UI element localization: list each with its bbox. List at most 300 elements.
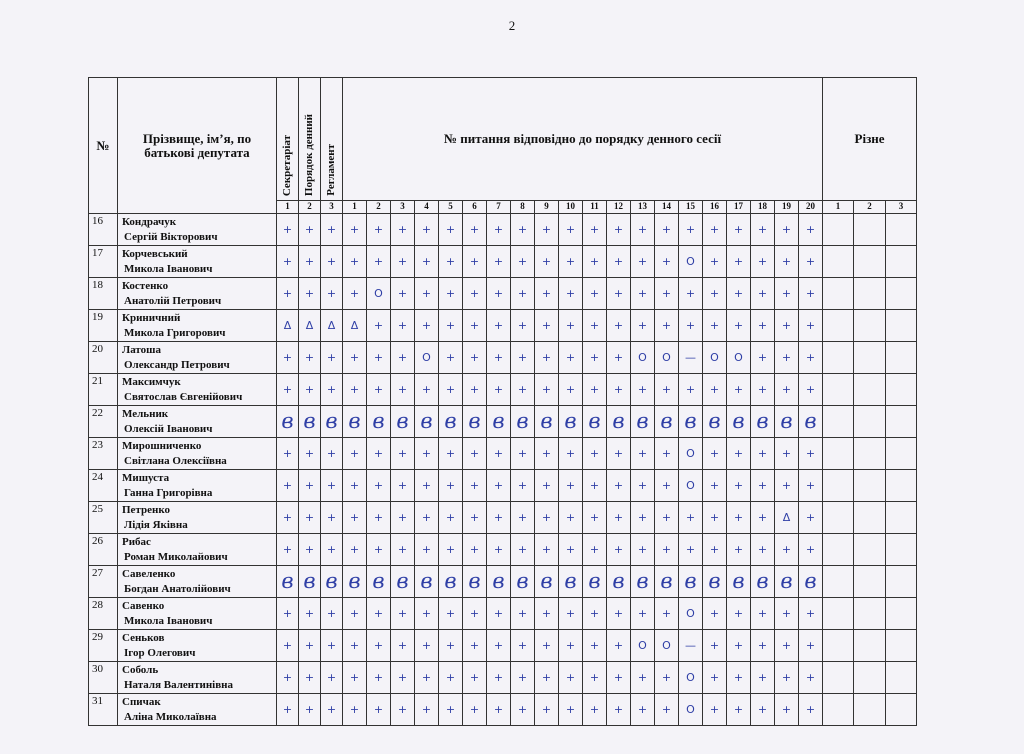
item-index: 17 xyxy=(727,201,751,214)
row-number: 21 xyxy=(89,374,118,406)
deputy-surname: Рибас xyxy=(122,536,151,548)
vote-mark: + xyxy=(321,534,343,566)
vote-mark: + xyxy=(511,374,535,406)
vote-mark: в xyxy=(751,566,775,598)
vote-mark: + xyxy=(391,214,415,246)
vote-mark: + xyxy=(321,630,343,662)
vote-mark: + xyxy=(367,630,391,662)
vote-mark: + xyxy=(343,534,367,566)
vote-mark: + xyxy=(799,374,823,406)
vote-mark: в xyxy=(439,406,463,438)
vote-mark: в xyxy=(631,406,655,438)
deputy-given-names: Микола Іванович xyxy=(124,263,213,275)
vote-mark: + xyxy=(439,502,463,534)
deputy-row xyxy=(89,566,917,598)
deputy-given-names: Микола Григорович xyxy=(124,327,226,339)
vote-mark: + xyxy=(511,342,535,374)
vote-mark: + xyxy=(415,374,439,406)
row-number: 18 xyxy=(89,278,118,310)
vote-mark: + xyxy=(277,470,299,502)
misc-cell xyxy=(823,662,854,694)
deputy-name xyxy=(118,374,277,406)
misc-cell xyxy=(886,566,917,598)
vote-mark: + xyxy=(343,598,367,630)
vote-mark: + xyxy=(299,630,321,662)
vote-mark: + xyxy=(655,246,679,278)
vote-mark: O xyxy=(631,630,655,662)
vote-mark: + xyxy=(703,694,727,726)
vote-mark: + xyxy=(727,246,751,278)
vote-mark: + xyxy=(655,310,679,342)
vote-mark: O xyxy=(679,246,703,278)
vote-mark: в xyxy=(679,406,703,438)
vote-mark: O xyxy=(415,342,439,374)
vote-mark: + xyxy=(463,630,487,662)
misc-cell xyxy=(886,342,917,374)
vote-mark: + xyxy=(727,662,751,694)
misc-cell xyxy=(886,374,917,406)
vote-mark: O xyxy=(655,630,679,662)
misc-cell xyxy=(886,662,917,694)
vote-mark: + xyxy=(703,278,727,310)
vote-mark: + xyxy=(703,214,727,246)
vote-mark: + xyxy=(343,374,367,406)
vote-mark: + xyxy=(277,502,299,534)
vote-mark: + xyxy=(343,246,367,278)
vote-mark: + xyxy=(367,470,391,502)
vote-mark: в xyxy=(511,566,535,598)
vote-mark: + xyxy=(299,470,321,502)
vote-mark: в xyxy=(655,406,679,438)
vote-mark: + xyxy=(463,246,487,278)
vote-mark: + xyxy=(391,374,415,406)
vote-mark: + xyxy=(415,534,439,566)
vote-mark: + xyxy=(391,694,415,726)
pre-index: 1 xyxy=(277,201,299,214)
vote-mark: + xyxy=(391,598,415,630)
row-number: 31 xyxy=(89,694,118,726)
vote-mark: + xyxy=(367,310,391,342)
misc-cell xyxy=(823,278,854,310)
vote-mark: + xyxy=(775,598,799,630)
vote-mark: + xyxy=(463,214,487,246)
vote-mark: — xyxy=(679,630,703,662)
deputy-name xyxy=(118,662,277,694)
vote-mark: + xyxy=(367,374,391,406)
vote-mark: + xyxy=(535,438,559,470)
vote-mark: O xyxy=(679,694,703,726)
misc-cell xyxy=(823,470,854,502)
vote-mark: + xyxy=(727,470,751,502)
vote-mark: + xyxy=(775,214,799,246)
misc-cell xyxy=(886,214,917,246)
vote-mark: + xyxy=(583,246,607,278)
vote-mark: + xyxy=(607,214,631,246)
vote-mark: в xyxy=(607,566,631,598)
vote-mark: + xyxy=(535,278,559,310)
vote-mark: + xyxy=(583,630,607,662)
deputy-given-names: Олексій Іванович xyxy=(124,423,213,435)
vote-mark: в xyxy=(367,406,391,438)
vote-mark: в xyxy=(415,566,439,598)
vote-mark: + xyxy=(679,502,703,534)
row-number: 23 xyxy=(89,438,118,470)
vote-mark: в xyxy=(655,566,679,598)
vote-mark: + xyxy=(583,470,607,502)
vote-mark: + xyxy=(631,662,655,694)
vote-mark: + xyxy=(487,694,511,726)
vote-mark: + xyxy=(299,502,321,534)
vote-mark: + xyxy=(607,374,631,406)
vote-mark: Δ xyxy=(775,502,799,534)
vote-mark: + xyxy=(751,630,775,662)
vote-mark: + xyxy=(607,502,631,534)
vote-mark: в xyxy=(391,406,415,438)
deputy-name xyxy=(118,630,277,662)
vote-mark: + xyxy=(463,534,487,566)
vote-mark: + xyxy=(391,438,415,470)
deputy-given-names: Ігор Олегович xyxy=(124,647,196,659)
vote-mark: + xyxy=(727,502,751,534)
vote-mark: + xyxy=(703,534,727,566)
vote-mark: + xyxy=(559,598,583,630)
deputy-name xyxy=(118,246,277,278)
vote-mark: + xyxy=(463,694,487,726)
vote-mark: + xyxy=(607,438,631,470)
vote-mark: + xyxy=(391,342,415,374)
misc-cell xyxy=(854,566,886,598)
row-number: 27 xyxy=(89,566,118,598)
vote-mark: + xyxy=(463,278,487,310)
misc-cell xyxy=(823,502,854,534)
vote-mark: + xyxy=(321,246,343,278)
misc-cell xyxy=(886,406,917,438)
vote-mark: в xyxy=(703,406,727,438)
vote-mark: + xyxy=(439,470,463,502)
vote-mark: + xyxy=(559,246,583,278)
deputy-name xyxy=(118,438,277,470)
vote-mark: + xyxy=(535,470,559,502)
misc-cell xyxy=(886,470,917,502)
vote-mark: + xyxy=(487,438,511,470)
deputy-surname: Савеленко xyxy=(122,568,176,580)
misc-cell xyxy=(823,694,854,726)
vote-mark: в xyxy=(559,406,583,438)
vote-mark: + xyxy=(511,214,535,246)
misc-cell xyxy=(854,598,886,630)
misc-cell xyxy=(886,694,917,726)
misc-cell xyxy=(854,214,886,246)
misc-cell xyxy=(854,662,886,694)
deputy-row xyxy=(89,502,917,534)
item-index: 14 xyxy=(655,201,679,214)
vote-mark: + xyxy=(535,502,559,534)
vote-mark: + xyxy=(607,470,631,502)
vote-mark: + xyxy=(487,374,511,406)
vote-mark: + xyxy=(607,534,631,566)
misc-cell xyxy=(854,342,886,374)
misc-cell xyxy=(854,406,886,438)
misc-cell xyxy=(823,406,854,438)
vote-mark: + xyxy=(679,310,703,342)
row-number: 17 xyxy=(89,246,118,278)
vote-mark: + xyxy=(751,214,775,246)
vote-mark: в xyxy=(583,566,607,598)
vote-mark: в xyxy=(439,566,463,598)
vote-mark: + xyxy=(799,310,823,342)
vote-mark: + xyxy=(607,246,631,278)
vote-mark: + xyxy=(631,278,655,310)
vote-mark: O xyxy=(703,342,727,374)
deputy-surname: Мишуста xyxy=(122,472,170,484)
deputy-row xyxy=(89,310,917,342)
item-index: 19 xyxy=(775,201,799,214)
misc-cell xyxy=(854,278,886,310)
vote-mark: + xyxy=(367,662,391,694)
vote-mark: в xyxy=(321,566,343,598)
deputy-surname: Соболь xyxy=(122,664,159,676)
misc-index: 2 xyxy=(854,201,886,214)
vote-mark: + xyxy=(511,470,535,502)
vote-mark: + xyxy=(511,534,535,566)
vote-mark: + xyxy=(367,598,391,630)
vote-mark: + xyxy=(299,246,321,278)
vote-mark: в xyxy=(321,406,343,438)
vote-mark: + xyxy=(463,598,487,630)
vote-mark: + xyxy=(415,278,439,310)
vote-mark: + xyxy=(559,470,583,502)
vote-mark: + xyxy=(631,534,655,566)
vote-mark: + xyxy=(631,246,655,278)
vote-mark: в xyxy=(487,406,511,438)
vote-table xyxy=(88,77,917,726)
pre-index: 2 xyxy=(299,201,321,214)
deputy-row xyxy=(89,246,917,278)
vote-mark: + xyxy=(415,214,439,246)
vote-mark: + xyxy=(559,214,583,246)
vote-mark: в xyxy=(463,566,487,598)
item-index: 7 xyxy=(487,201,511,214)
vote-mark: + xyxy=(607,694,631,726)
vote-mark: + xyxy=(415,438,439,470)
vote-mark: + xyxy=(439,310,463,342)
vote-mark: + xyxy=(607,342,631,374)
vote-mark: + xyxy=(703,662,727,694)
vote-mark: + xyxy=(439,630,463,662)
vote-mark: + xyxy=(463,310,487,342)
deputy-row xyxy=(89,470,917,502)
row-number: 22 xyxy=(89,406,118,438)
vote-mark: + xyxy=(487,342,511,374)
item-index: 20 xyxy=(799,201,823,214)
vote-mark: + xyxy=(727,310,751,342)
page-number: 2 xyxy=(508,18,516,33)
vote-mark: + xyxy=(511,662,535,694)
vote-mark: O xyxy=(655,342,679,374)
vote-mark: в xyxy=(415,406,439,438)
deputy-surname: Криничний xyxy=(122,312,181,324)
vote-mark: + xyxy=(751,534,775,566)
vote-mark: + xyxy=(727,278,751,310)
deputy-surname: Петренко xyxy=(122,504,171,516)
item-index: 11 xyxy=(583,201,607,214)
deputy-given-names: Микола Іванович xyxy=(124,615,213,627)
row-number: 19 xyxy=(89,310,118,342)
vote-mark: O xyxy=(679,662,703,694)
vote-mark: в xyxy=(775,566,799,598)
vote-mark: + xyxy=(343,470,367,502)
row-number: 29 xyxy=(89,630,118,662)
vote-mark: + xyxy=(343,278,367,310)
vote-mark: + xyxy=(703,374,727,406)
vote-mark: + xyxy=(511,694,535,726)
vote-mark: + xyxy=(415,598,439,630)
vote-mark: + xyxy=(277,598,299,630)
vote-mark: в xyxy=(277,406,299,438)
vote-mark: + xyxy=(391,534,415,566)
vote-mark: + xyxy=(799,246,823,278)
deputy-row xyxy=(89,694,917,726)
header-secretariat: Секретаріат xyxy=(277,78,299,201)
vote-mark: + xyxy=(655,278,679,310)
vote-mark: + xyxy=(727,214,751,246)
vote-mark: + xyxy=(799,438,823,470)
deputy-given-names: Наталя Валентинівна xyxy=(124,679,234,691)
vote-mark: + xyxy=(487,470,511,502)
vote-mark: + xyxy=(535,694,559,726)
row-number: 26 xyxy=(89,534,118,566)
vote-mark: + xyxy=(511,502,535,534)
item-index: 6 xyxy=(463,201,487,214)
vote-mark: + xyxy=(511,598,535,630)
misc-cell xyxy=(886,438,917,470)
item-index: 5 xyxy=(439,201,463,214)
vote-mark: в xyxy=(535,406,559,438)
vote-mark: + xyxy=(463,502,487,534)
vote-mark: + xyxy=(487,662,511,694)
vote-mark: + xyxy=(367,214,391,246)
vote-mark: + xyxy=(367,342,391,374)
vote-mark: + xyxy=(511,246,535,278)
vote-mark: + xyxy=(487,534,511,566)
vote-mark: + xyxy=(439,694,463,726)
deputy-row xyxy=(89,534,917,566)
vote-mark: + xyxy=(583,310,607,342)
vote-mark: в xyxy=(367,566,391,598)
vote-mark: + xyxy=(631,438,655,470)
vote-mark: + xyxy=(277,278,299,310)
vote-mark: + xyxy=(751,310,775,342)
vote-mark: в xyxy=(343,566,367,598)
deputy-row xyxy=(89,662,917,694)
header-deputy-name: Прізвище, ім’я, по батькові депутата xyxy=(118,78,277,214)
vote-mark: + xyxy=(277,438,299,470)
misc-cell xyxy=(886,630,917,662)
vote-mark: + xyxy=(703,438,727,470)
vote-mark: + xyxy=(775,342,799,374)
misc-cell xyxy=(823,438,854,470)
vote-mark: + xyxy=(703,502,727,534)
vote-mark: в xyxy=(727,406,751,438)
item-index: 4 xyxy=(415,201,439,214)
misc-index: 1 xyxy=(823,201,854,214)
vote-mark: + xyxy=(321,374,343,406)
misc-cell xyxy=(854,470,886,502)
misc-cell xyxy=(823,214,854,246)
misc-cell xyxy=(886,278,917,310)
vote-mark: + xyxy=(751,374,775,406)
vote-mark: + xyxy=(321,694,343,726)
vote-mark: + xyxy=(751,438,775,470)
vote-mark: + xyxy=(727,374,751,406)
vote-mark: Δ xyxy=(321,310,343,342)
vote-mark: + xyxy=(751,470,775,502)
deputy-given-names: Богдан Анатолійович xyxy=(124,583,231,595)
vote-mark: + xyxy=(655,662,679,694)
vote-mark: + xyxy=(367,438,391,470)
header-agenda: Порядок денний xyxy=(299,78,321,201)
misc-cell xyxy=(823,374,854,406)
vote-mark: + xyxy=(799,662,823,694)
vote-mark: + xyxy=(607,310,631,342)
vote-mark: + xyxy=(751,246,775,278)
vote-mark: + xyxy=(775,310,799,342)
vote-mark: + xyxy=(559,278,583,310)
vote-mark: в xyxy=(391,566,415,598)
vote-mark: O xyxy=(679,438,703,470)
misc-cell xyxy=(854,310,886,342)
deputy-surname: Корчевський xyxy=(122,248,188,260)
vote-mark: + xyxy=(799,214,823,246)
vote-mark: + xyxy=(367,534,391,566)
vote-mark: + xyxy=(559,342,583,374)
vote-mark: + xyxy=(463,342,487,374)
vote-mark: + xyxy=(559,310,583,342)
vote-mark: + xyxy=(559,662,583,694)
vote-mark: + xyxy=(391,278,415,310)
vote-mark: + xyxy=(703,598,727,630)
vote-mark: + xyxy=(439,374,463,406)
vote-mark: + xyxy=(775,694,799,726)
vote-mark: + xyxy=(751,694,775,726)
vote-mark: + xyxy=(655,438,679,470)
vote-mark: + xyxy=(439,534,463,566)
vote-mark: + xyxy=(343,630,367,662)
vote-mark: + xyxy=(439,278,463,310)
vote-mark: + xyxy=(583,278,607,310)
vote-mark: + xyxy=(655,214,679,246)
misc-cell xyxy=(886,310,917,342)
misc-cell xyxy=(854,694,886,726)
deputy-name xyxy=(118,470,277,502)
vote-mark: в xyxy=(487,566,511,598)
vote-mark: Δ xyxy=(299,310,321,342)
header-regulation: Регламент xyxy=(321,78,343,201)
vote-mark: + xyxy=(535,598,559,630)
vote-mark: + xyxy=(439,662,463,694)
header-number: № xyxy=(89,78,118,214)
vote-mark: + xyxy=(367,694,391,726)
vote-mark: + xyxy=(321,438,343,470)
vote-mark: в xyxy=(463,406,487,438)
vote-mark: + xyxy=(321,278,343,310)
item-index: 15 xyxy=(679,201,703,214)
vote-mark: O xyxy=(727,342,751,374)
vote-mark: + xyxy=(583,214,607,246)
vote-mark: + xyxy=(535,342,559,374)
vote-mark: + xyxy=(799,470,823,502)
vote-mark: + xyxy=(583,694,607,726)
